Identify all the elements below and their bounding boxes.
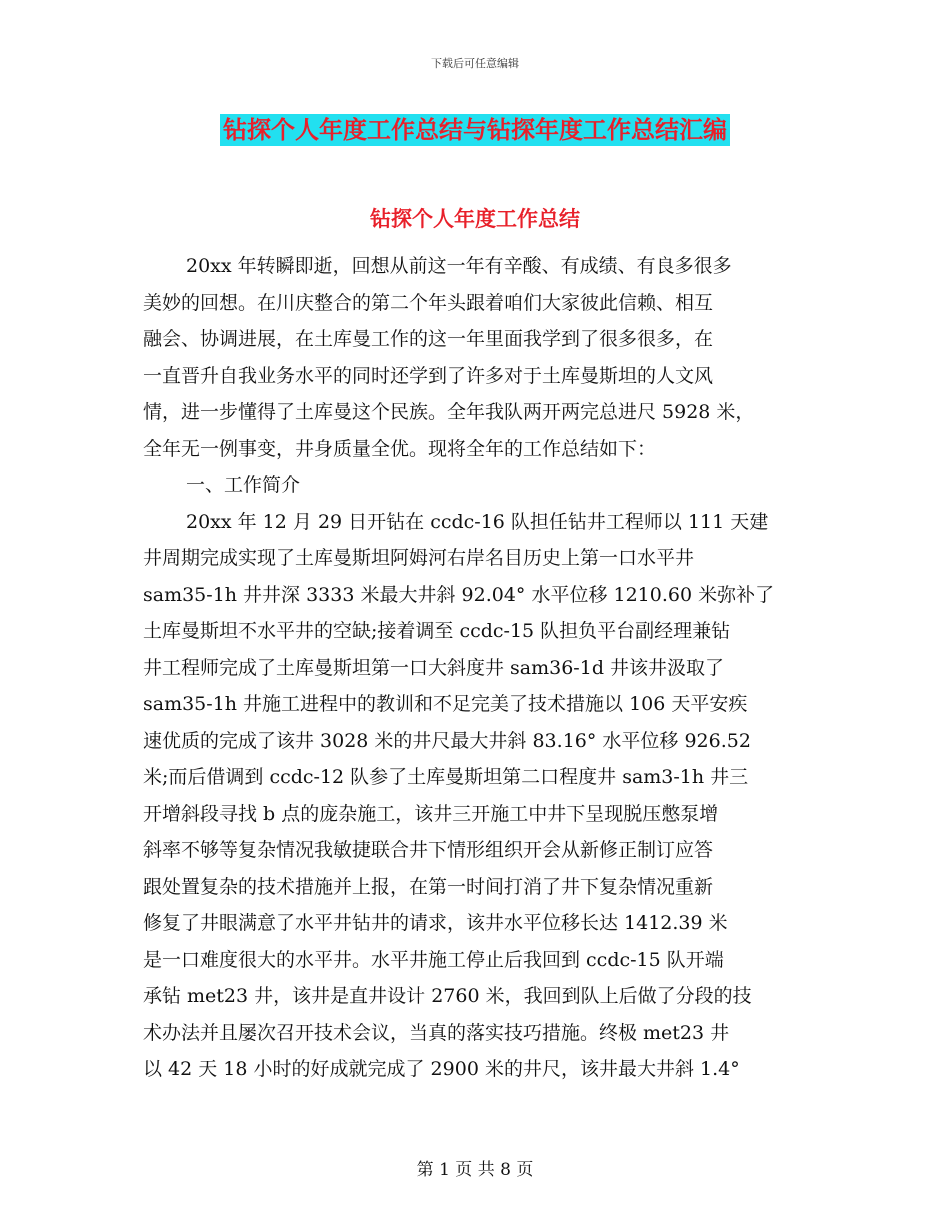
paragraph-line: 土库曼斯坦不水平井的空缺;接着调至 ccdc-15 队担负平台副经理兼钻 xyxy=(143,620,731,642)
main-title: 钻探个人年度工作总结与钻探年度工作总结汇编 xyxy=(220,114,730,146)
body-text xyxy=(143,248,811,1088)
paragraph-line: 开增斜段寻找 b 点的庞杂施工，该井三开施工中井下呈现脱压憋泵增 xyxy=(143,802,719,825)
header-note: 下载后可任意编辑 xyxy=(431,57,519,70)
paragraph-line: 承钻 met23 井，该井是直井设计 2760 米，我回到队上后做了分段的技 xyxy=(143,985,752,1007)
paragraph-line: 速优质的完成了该井 3028 米的井尺最大井斜 83.16° 水平位移 926.52 xyxy=(143,729,751,752)
paragraph-line: 是一口难度很大的水平井。水平井施工停止后我回到 ccdc-15 队开端 xyxy=(143,948,724,971)
paragraph-line: sam35-1h 井施工进程中的教训和不足完美了技术措施以 106 天平安疾 xyxy=(143,693,748,715)
paragraph-line: 术办法并且屡次召开技术会议，当真的落实技巧措施。终极 met23 井 xyxy=(143,1021,730,1044)
paragraph-line: 全年无一例事变，井身质量全优。现将全年的工作总结如下： xyxy=(143,437,657,460)
paragraph-line: 井周期完成实现了土库曼斯坦阿姆河右岸名目历史上第一口水平井 xyxy=(143,547,695,569)
main-title-container xyxy=(0,114,950,146)
paragraph-line: 跟处置复杂的技术措施并上报，在第一时间打消了井下复杂情况重新 xyxy=(143,875,714,898)
paragraph-line: sam35-1h 井井深 3333 米最大井斜 92.04° 水平位移 1210.60 米弥补了 xyxy=(143,583,775,606)
section-title: 钻探个人年度工作总结 xyxy=(370,207,580,231)
paragraph-line: 美妙的回想。在川庆整合的第二个年头跟着咱们大家彼此信赖、相互 xyxy=(143,291,714,314)
paragraph-line: 米;而后借调到 ccdc-12 队参了土库曼斯坦第二口程度井 sam3-1h 井三 xyxy=(143,766,749,788)
paragraph-line: 一直晋升自我业务水平的同时还学到了许多对于土库曼斯坦的人文风 xyxy=(143,364,714,387)
paragraph-line: 以 42 天 18 小时的好成就完成了 2900 米的井尺，该井最大井斜 1.4° xyxy=(143,1058,740,1080)
paragraph-line: 20xx 年 12 月 29 日开钻在 ccdc-16 队担任钻井工程师以 111 天建 xyxy=(186,510,769,533)
section-heading: 一、工作简介 xyxy=(186,474,301,496)
paragraph-line: 情，进一步懂得了土库曼这个民族。全年我队两开两完总进尺 5928 米， xyxy=(143,401,755,423)
paragraph-line: 斜率不够等复杂情况我敏捷联合井下情形组织开会从新修正制订应答 xyxy=(143,839,714,861)
paragraph-line: 融会、协调进展，在土库曼工作的这一年里面我学到了很多很多，在 xyxy=(143,328,714,350)
paragraph-line: 修复了井眼满意了水平井钻井的请求，该井水平位移长达 1412.39 米 xyxy=(143,912,728,934)
paragraph-line: 20xx 年转瞬即逝，回想从前这一年有辛酸、有成绩、有良多很多 xyxy=(186,255,732,277)
paragraph-line: 井工程师完成了土库曼斯坦第一口大斜度井 sam36-1d 井该井汲取了 xyxy=(143,656,725,679)
page-footer: 第 1 页 共 8 页 xyxy=(416,1160,534,1180)
